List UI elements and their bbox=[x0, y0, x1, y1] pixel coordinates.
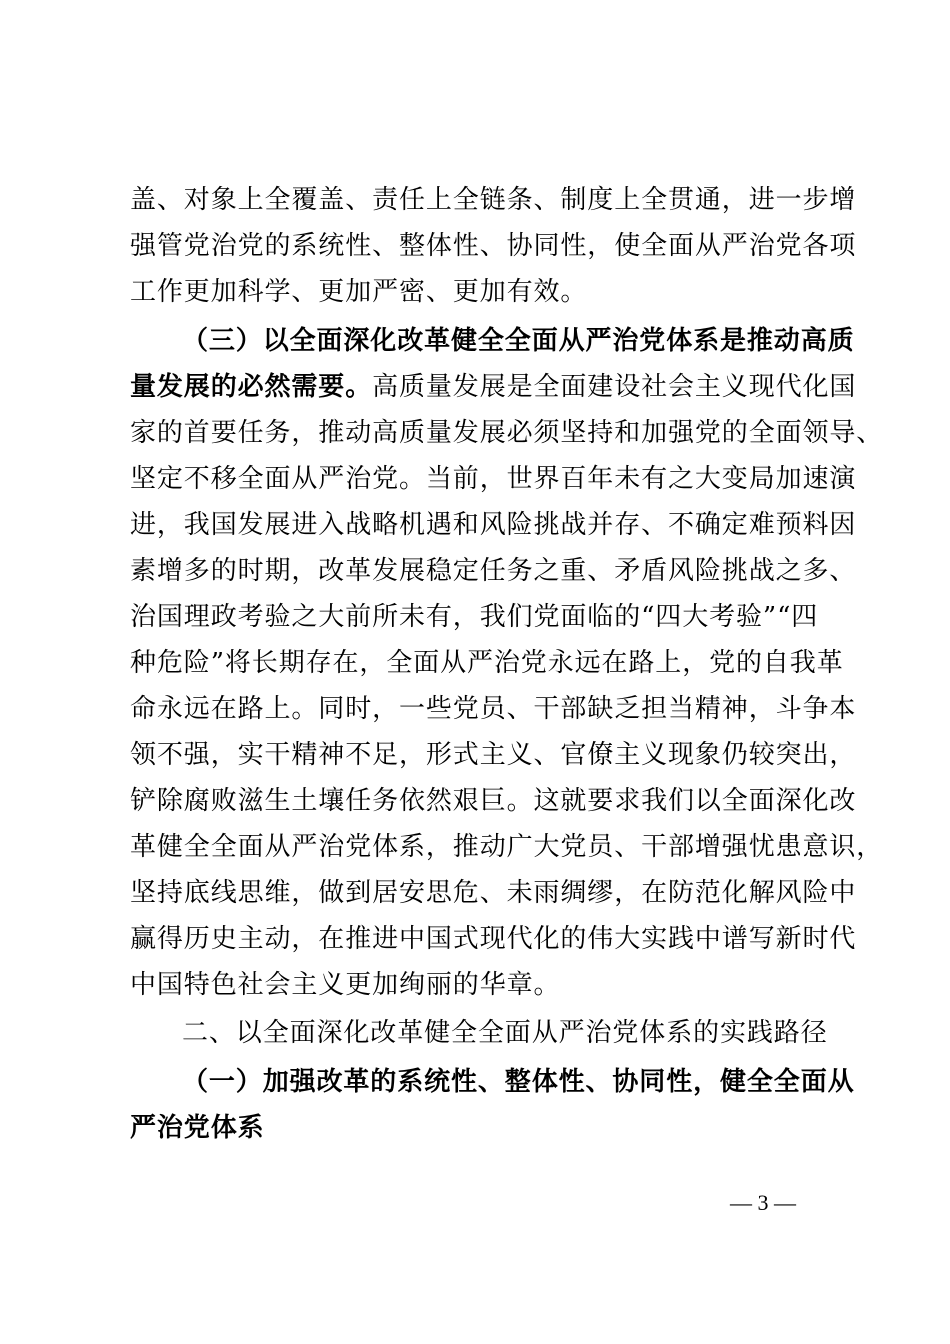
body-line: 坚持底线思维，做到居安思危、未雨绸缪，在防范化解风险中 bbox=[130, 878, 857, 908]
body-line: 工作更加科学、更加严密、更加有效。 bbox=[130, 277, 588, 307]
body-line: 命永远在路上。同时，一些党员、干部缺乏担当精神，斗争本 bbox=[130, 694, 857, 724]
subheading-line: （一）加强改革的系统性、整体性、协同性，健全全面从 bbox=[182, 1067, 855, 1097]
body-line: 盖、对象上全覆盖、责任上全链条、制度上全贯通，进一步增 bbox=[130, 185, 857, 215]
subheading-line: （三）以全面深化改革健全全面从严治党体系是推动高质 bbox=[182, 326, 855, 356]
body-line: 赢得历史主动，在推进中国式现代化的伟大实践中谱写新时代 bbox=[130, 924, 857, 954]
body-line: 家的首要任务，推动高质量发展必须坚持和加强党的全面领导、 bbox=[130, 418, 884, 448]
body-text: 高质量发展是全面建设社会主义现代化国 bbox=[372, 372, 857, 402]
section-heading: 二、以全面深化改革健全全面从严治党体系的实践路径 bbox=[182, 1018, 828, 1048]
mixed-line bbox=[130, 364, 856, 410]
body-line: 进，我国发展进入战略机遇和风险挑战并存、不确定难预料因 bbox=[130, 510, 857, 540]
body-line: 强管党治党的系统性、整体性、协同性，使全面从严治党各项 bbox=[130, 231, 857, 261]
body-line: 种危险”将长期存在，全面从严治党永远在路上，党的自我革 bbox=[130, 648, 844, 678]
subheading-line: 严治党体系 bbox=[130, 1113, 265, 1143]
body-line: 中国特色社会主义更加绚丽的华章。 bbox=[130, 970, 561, 1000]
body-line: 治国理政考验之大前所未有，我们党面临的“四大考验”“四 bbox=[130, 602, 819, 632]
body-line: 素增多的时期，改革发展稳定任务之重、矛盾风险挑战之多、 bbox=[130, 556, 857, 586]
body-line: 领不强，实干精神不足，形式主义、官僚主义现象仍较突出， bbox=[130, 740, 857, 770]
subheading-tail: 量发展的必然需要。 bbox=[130, 372, 373, 402]
body-line: 坚定不移全面从严治党。当前，世界百年未有之大变局加速演 bbox=[130, 464, 857, 494]
page-number: — 3 — bbox=[730, 1190, 796, 1215]
body-line: 革健全全面从严治党体系，推动广大党员、干部增强忧患意识， bbox=[130, 832, 884, 862]
body-line: 铲除腐败滋生土壤任务依然艰巨。这就要求我们以全面深化改 bbox=[130, 786, 857, 816]
